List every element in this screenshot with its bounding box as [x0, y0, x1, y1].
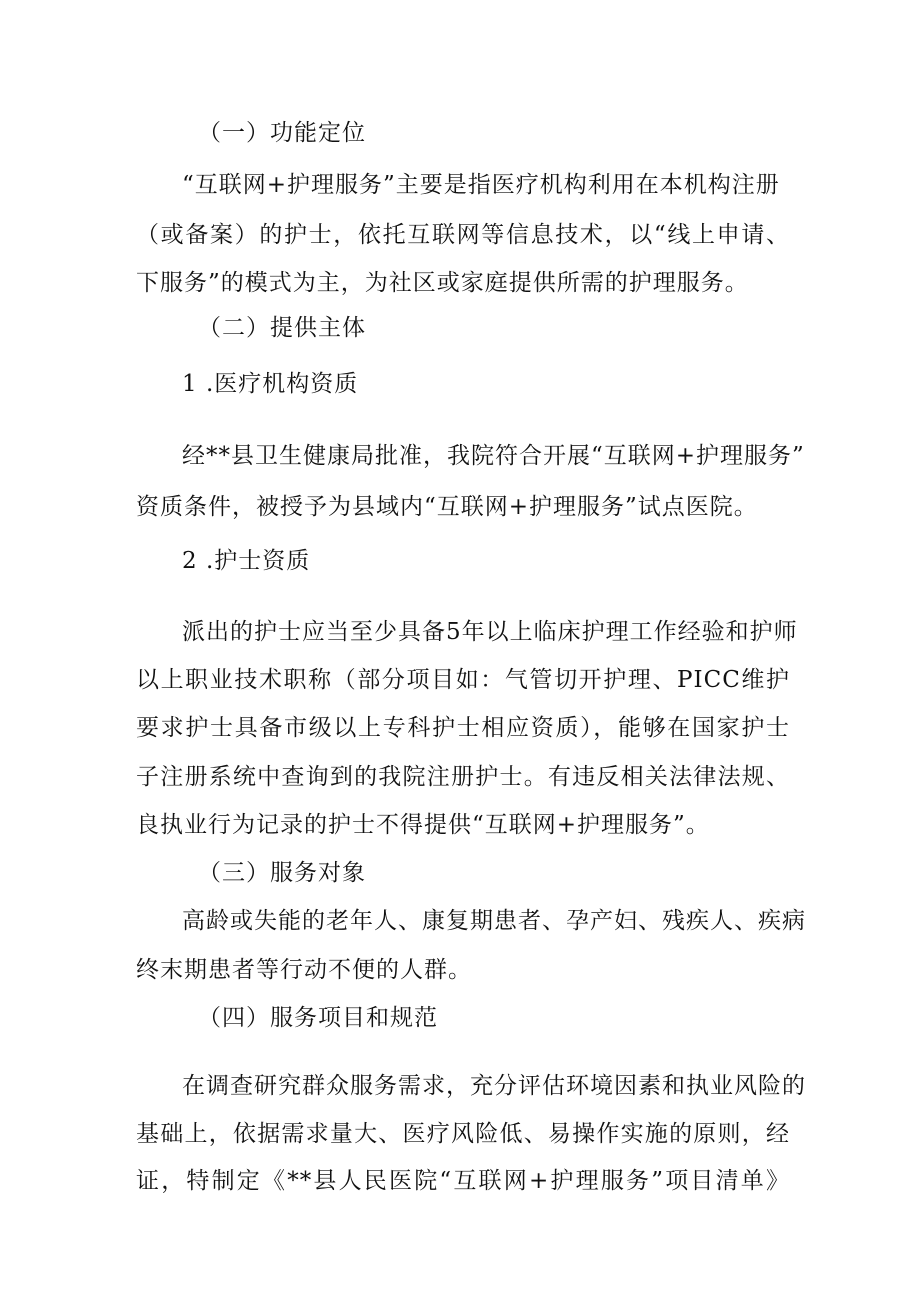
paragraph-line: 资质条件，被授予为县域内“互联网+护理服务”试点医院。: [136, 494, 758, 520]
paragraph-line: 在调查研究群众服务需求，充分评估环境因素和执业风险的: [182, 1073, 806, 1099]
paragraph-line: 要求护士具备市级以上专科护士相应资质），能够在国家护士: [136, 715, 790, 741]
subsection-heading-institution: 1 .医疗机构资质: [182, 371, 359, 397]
paragraph-line: 证，特制定《**县人民医院“互联网+护理服务”项目清单》: [136, 1168, 790, 1194]
section-heading-service-items: （四）服务项目和规范: [198, 1005, 438, 1031]
paragraph-line: 以上职业技术职称（部分项目如：气管切开护理、PICC维护: [136, 667, 790, 693]
paragraph-line: 子注册系统中查询到的我院注册护士。有违反相关法律法规、: [136, 764, 790, 790]
paragraph-line: 终末期患者等行动不便的人群。: [136, 957, 472, 983]
paragraph-line: 派出的护士应当至少具备5年以上临床护理工作经验和护师: [182, 619, 798, 645]
paragraph-line: 高龄或失能的老年人、康复期患者、孕产妇、残疾人、疾病: [182, 908, 806, 934]
paragraph-line: 良执业行为记录的护士不得提供“互联网+护理服务”。: [136, 812, 710, 838]
section-heading-target: （三）服务对象: [198, 860, 366, 886]
paragraph-line: （或备案）的护士，依托互联网等信息技术，以“线上申请、: [136, 222, 790, 248]
paragraph-line: 基础上，依据需求量大、医疗风险低、易操作实施的原则，经: [136, 1121, 790, 1147]
paragraph-line: 经**县卫生健康局批准，我院符合开展“互联网+护理服务”: [182, 443, 805, 469]
section-heading-function: （一）功能定位: [198, 120, 366, 146]
paragraph-line: 下服务”的模式为主，为社区或家庭提供所需的护理服务。: [136, 270, 749, 296]
subsection-heading-nurse: 2 .护士资质: [182, 548, 311, 574]
section-heading-provider: （二）提供主体: [198, 315, 366, 341]
paragraph-line: “互联网+护理服务”主要是指医疗机构利用在本机构注册: [182, 172, 780, 198]
